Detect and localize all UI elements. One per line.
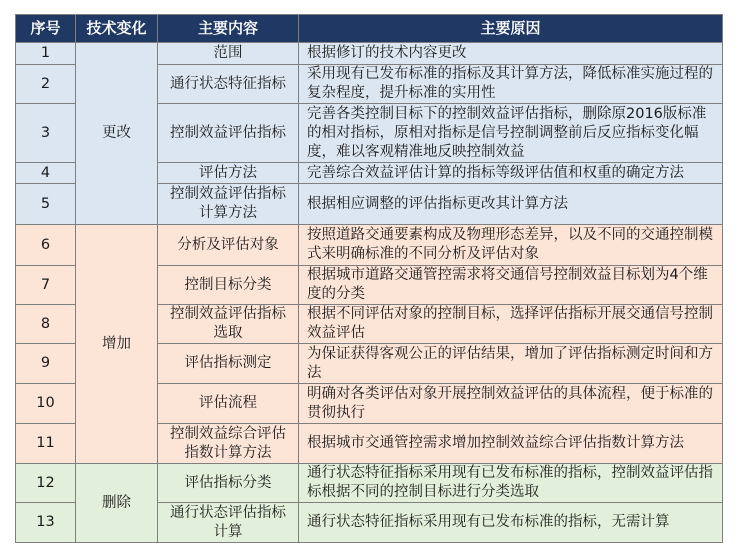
row-reason: 根据城市道路交通管控需求将交通信号控制效益目标划为4个维度的分类 — [299, 266, 723, 305]
row-index: 1 — [16, 43, 76, 65]
row-reason: 根据相应调整的评估指标更改其计算方法 — [299, 184, 723, 225]
row-index: 3 — [16, 104, 76, 163]
row-index: 9 — [16, 344, 76, 384]
group-label-change: 更改 — [76, 43, 158, 225]
header-reason: 主要原因 — [299, 15, 723, 43]
row-content: 范围 — [158, 43, 299, 65]
row-index: 6 — [16, 225, 76, 266]
table-row — [16, 225, 723, 266]
row-index: 5 — [16, 184, 76, 225]
row-content: 评估流程 — [158, 384, 299, 424]
table-row — [16, 43, 723, 65]
row-index: 13 — [16, 503, 76, 543]
row-reason: 为保证获得客观公正的评估结果，增加了评估指标测定时间和方法 — [299, 344, 723, 384]
row-index: 11 — [16, 424, 76, 464]
row-content: 控制目标分类 — [158, 266, 299, 305]
row-content: 控制效益综合评估指数计算方法 — [158, 424, 299, 464]
header-index: 序号 — [16, 15, 76, 43]
row-content: 评估方法 — [158, 163, 299, 184]
row-index: 4 — [16, 163, 76, 184]
header-change: 技术变化 — [76, 15, 158, 43]
row-reason: 完善各类控制目标下的控制效益评估指标，删除原2016版标准的相对指标，原相对指标是信号控制调整前后反应指标变化幅度，难以客观精准地反映控制效益 — [299, 104, 723, 163]
row-content: 评估指标分类 — [158, 464, 299, 503]
technical-changes-table — [15, 14, 723, 543]
row-content: 评估指标测定 — [158, 344, 299, 384]
table-row — [16, 464, 723, 503]
row-content: 控制效益评估指标 — [158, 104, 299, 163]
row-content: 控制效益评估指标选取 — [158, 305, 299, 344]
row-reason: 完善综合效益评估计算的指标等级评估值和权重的确定方法 — [299, 163, 723, 184]
row-reason: 明确对各类评估对象开展控制效益评估的具体流程，便于标准的贯彻执行 — [299, 384, 723, 424]
row-reason: 采用现有已发布标准的指标及其计算方法，降低标准实施过程的复杂程度，提升标准的实用性 — [299, 65, 723, 104]
row-index: 12 — [16, 464, 76, 503]
row-reason: 通行状态特征指标采用现有已发布标准的指标，控制效益评估指标根据不同的控制目标进行分类选取 — [299, 464, 723, 503]
row-content: 通行状态特征指标 — [158, 65, 299, 104]
row-reason: 根据不同评估对象的控制目标，选择评估指标开展交通信号控制效益评估 — [299, 305, 723, 344]
row-reason: 根据修订的技术内容更改 — [299, 43, 723, 65]
header-content: 主要内容 — [158, 15, 299, 43]
group-label-delete: 删除 — [76, 464, 158, 543]
row-reason: 通行状态特征指标采用现有已发布标准的指标，无需计算 — [299, 503, 723, 543]
row-index: 7 — [16, 266, 76, 305]
row-index: 8 — [16, 305, 76, 344]
header-row — [16, 15, 723, 43]
row-reason: 根据城市交通管控需求增加控制效益综合评估指数计算方法 — [299, 424, 723, 464]
row-content: 分析及评估对象 — [158, 225, 299, 266]
group-label-add: 增加 — [76, 225, 158, 464]
row-reason: 按照道路交通要素构成及物理形态差异，以及不同的交通控制模式来明确标准的不同分析及评估对象 — [299, 225, 723, 266]
row-index: 2 — [16, 65, 76, 104]
row-index: 10 — [16, 384, 76, 424]
row-content: 控制效益评估指标计算方法 — [158, 184, 299, 225]
row-content: 通行状态评估指标计算 — [158, 503, 299, 543]
